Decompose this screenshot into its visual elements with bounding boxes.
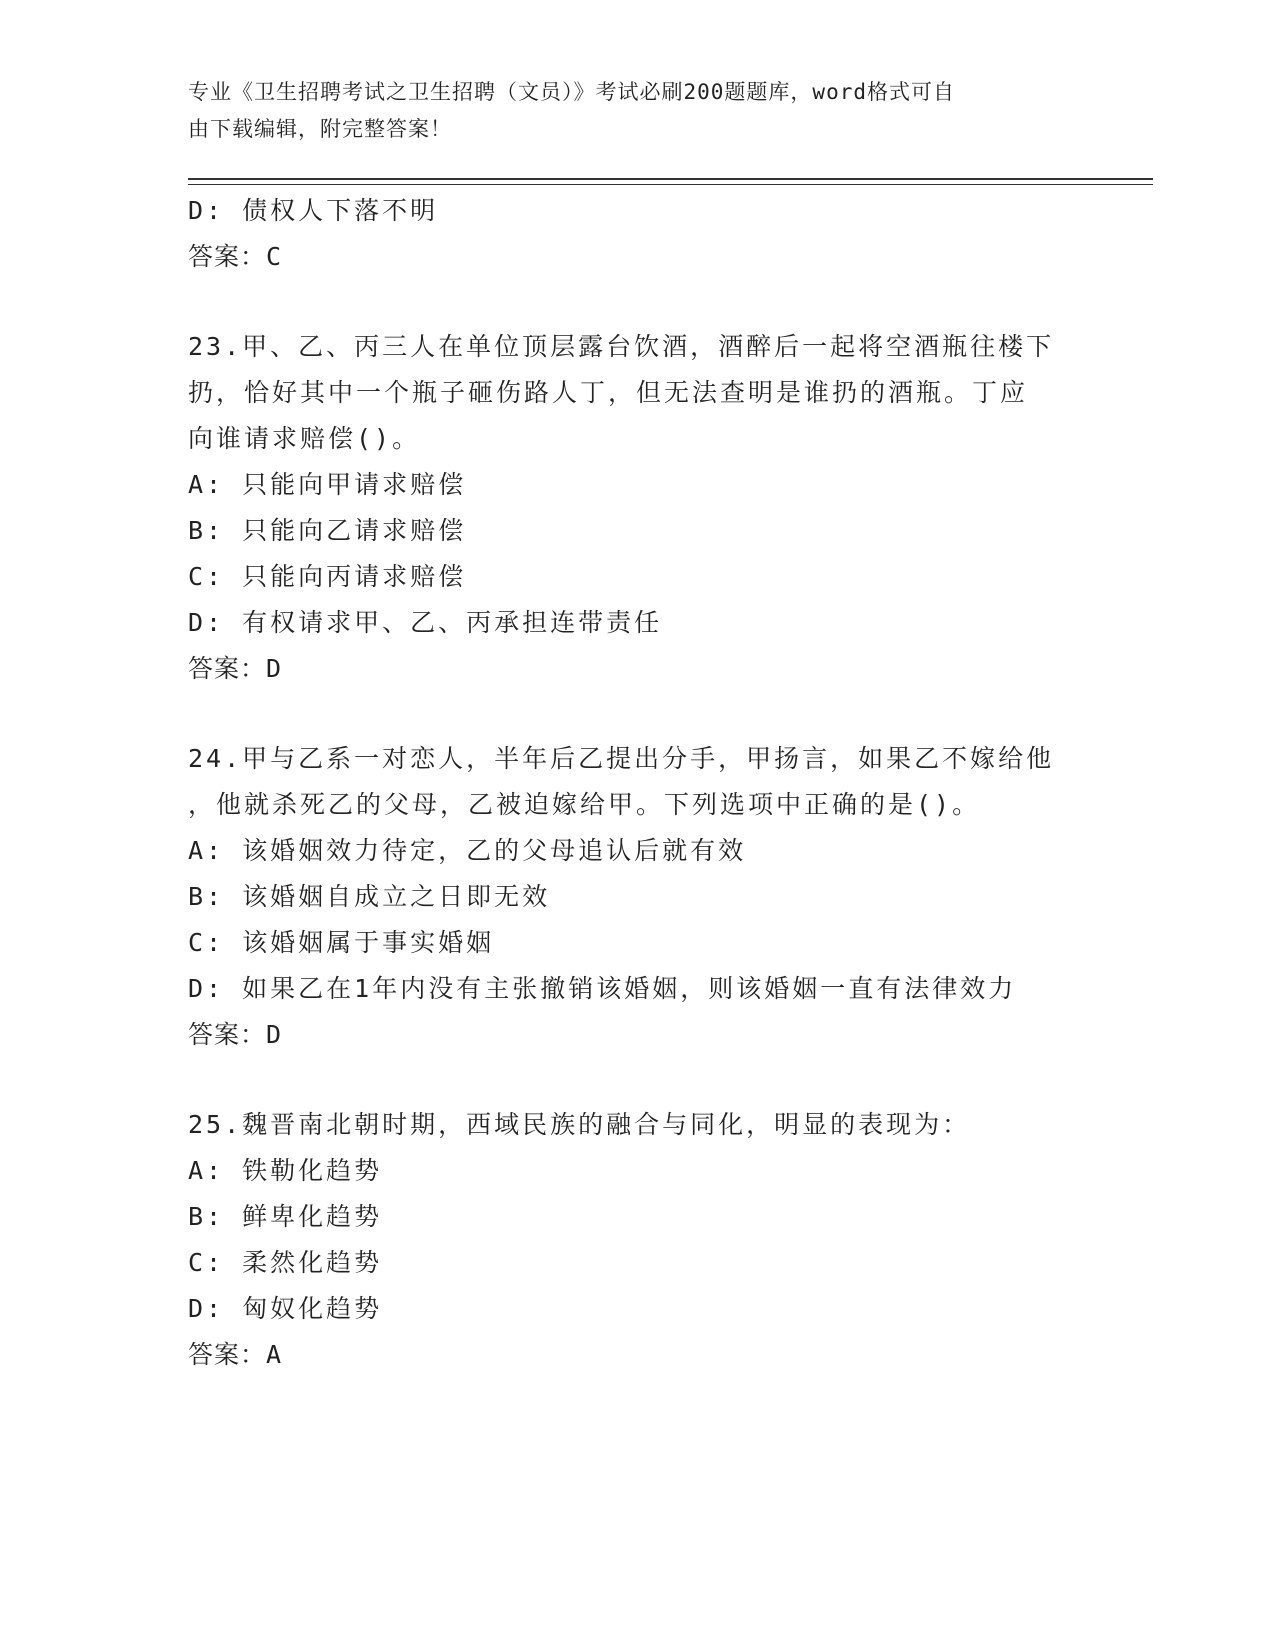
option-c: C: 该婚姻属于事实婚姻 (188, 928, 495, 957)
prev-option-d: D: 债权人下落不明 (188, 196, 439, 225)
header-divider-thin (188, 184, 1153, 185)
answer: 答案：D (188, 1020, 283, 1049)
question-23 (188, 324, 1088, 692)
question-stem-line: 24.甲与乙系一对恋人，半年后乙提出分手，甲扬言，如果乙不嫁给他 (188, 744, 1055, 773)
option-a: A: 铁勒化趋势 (188, 1156, 383, 1185)
question-stem-line: 23.甲、乙、丙三人在单位顶层露台饮酒，酒醉后一起将空酒瓶往楼下 (188, 332, 1055, 361)
question-24 (188, 736, 1088, 1058)
option-d: D: 有权请求甲、乙、丙承担连带责任 (188, 608, 663, 637)
option-b: B: 只能向乙请求赔偿 (188, 516, 467, 545)
spacer (188, 1058, 1088, 1102)
option-b: B: 该婚姻自成立之日即无效 (188, 882, 551, 911)
question-list (188, 188, 1088, 1378)
option-d: D: 如果乙在1年内没有主张撤销该婚姻，则该婚姻一直有法律效力 (188, 974, 1017, 1003)
option-c: C: 柔然化趋势 (188, 1248, 383, 1277)
option-b: B: 鲜卑化趋势 (188, 1202, 383, 1231)
question-25 (188, 1102, 1088, 1378)
question-stem-line: 向谁请求赔偿()。 (188, 424, 421, 453)
answer: 答案：A (188, 1340, 283, 1369)
question-stem-line: 25.魏晋南北朝时期，西域民族的融合与同化，明显的表现为： (188, 1110, 971, 1139)
question-stem-line: 扔，恰好其中一个瓶子砸伤路人丁，但无法查明是谁扔的酒瓶。丁应 (188, 378, 1029, 407)
prev-answer: 答案：C (188, 242, 283, 271)
header-divider-thick (188, 178, 1153, 180)
option-a: A: 该婚姻效力待定，乙的父母追认后就有效 (188, 836, 747, 865)
header-line-2: 由下载编辑，附完整答案！ (188, 117, 452, 141)
option-c: C: 只能向丙请求赔偿 (188, 562, 467, 591)
spacer (188, 280, 1088, 324)
question-stem-line: ，他就杀死乙的父母，乙被迫嫁给甲。下列选项中正确的是()。 (188, 790, 981, 819)
document-header (188, 74, 1068, 148)
spacer (188, 692, 1088, 736)
answer: 答案：D (188, 654, 283, 683)
option-d: D: 匈奴化趋势 (188, 1294, 383, 1323)
header-line-1: 专业《卫生招聘考试之卫生招聘（文员）》考试必刷200题题库，word格式可自 (188, 80, 955, 104)
option-a: A: 只能向甲请求赔偿 (188, 470, 467, 499)
